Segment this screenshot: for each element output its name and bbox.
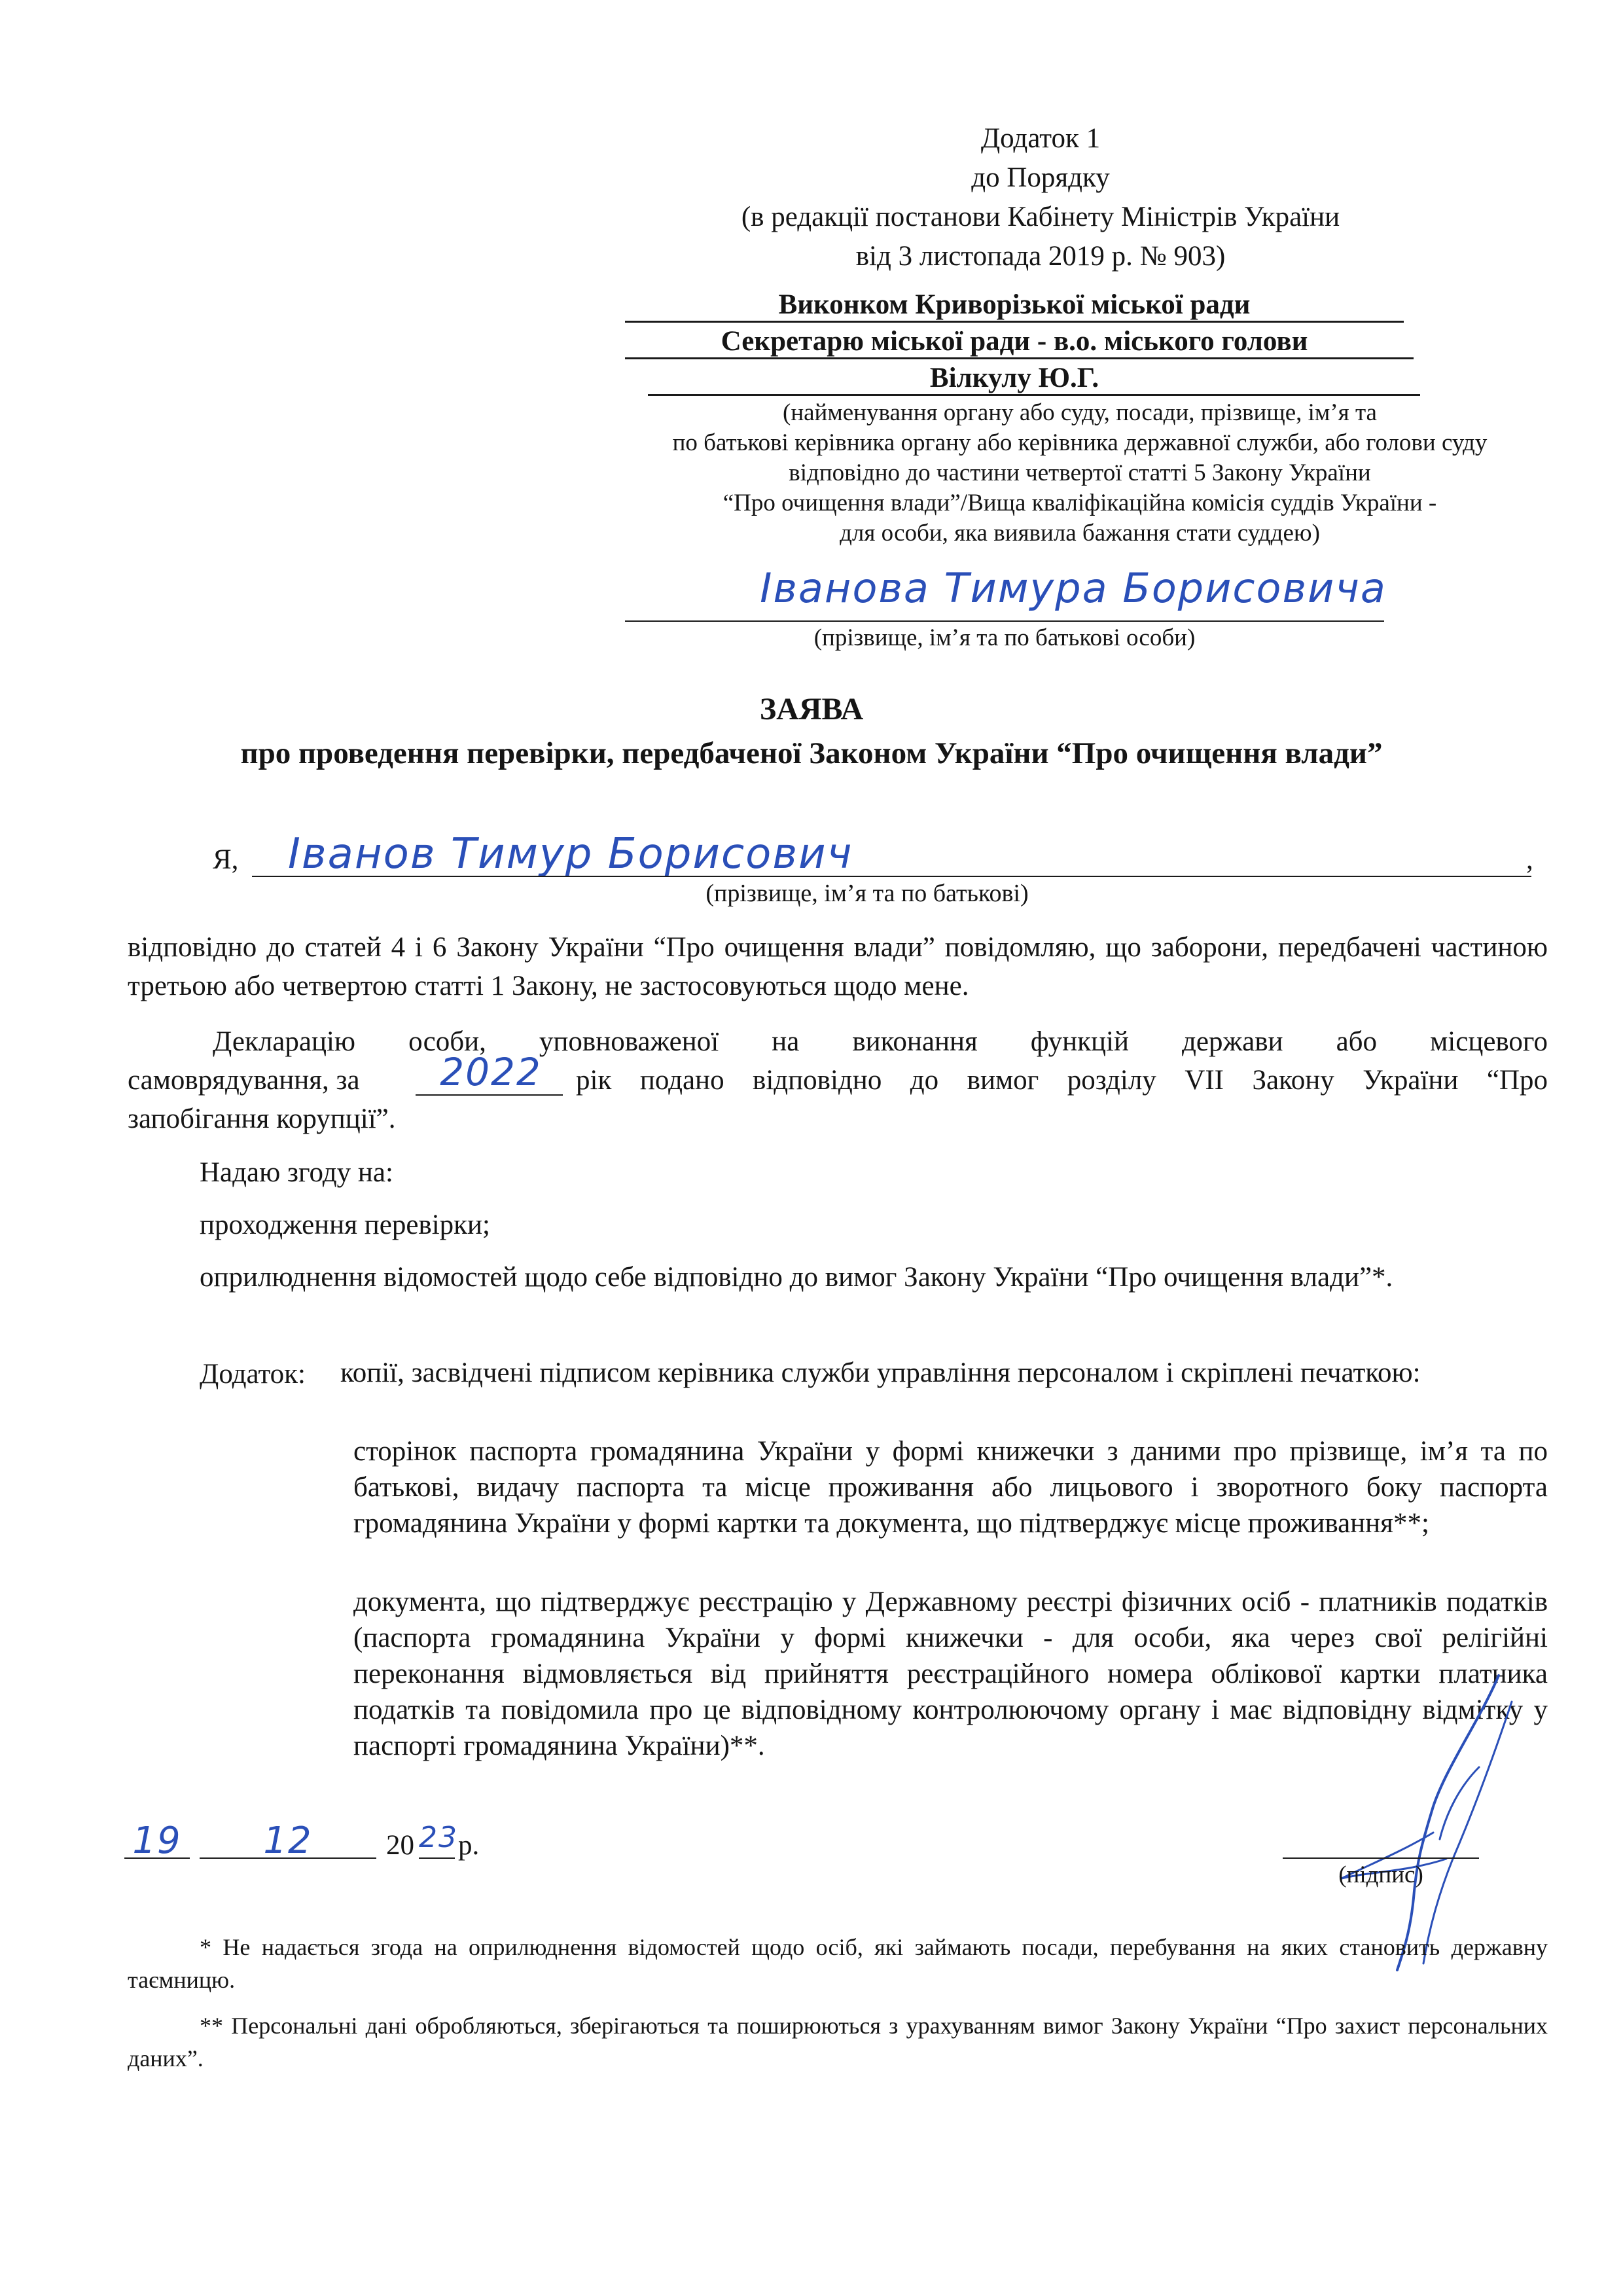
declaration-year-underline bbox=[416, 1094, 563, 1096]
date-year-underline bbox=[419, 1857, 455, 1859]
addressee-caption-1: (найменування органу або суду, посади, прізвище, ім’я та bbox=[783, 399, 1377, 426]
signature-underline bbox=[1283, 1857, 1479, 1859]
paragraph-declaration-part-b: рік подано відповідно до вимог розділу VII Закону України “Про bbox=[576, 1065, 1548, 1096]
document-subtitle: про проведення перевірки, передбаченої Законом України “Про очищення влади” bbox=[240, 736, 1383, 770]
attachment-item-passport: сторінок паспорта громадянина України у формі книжечки з даними про прізвище, ім’я та по батькові, видачу паспорта та місце проживання або лицьового і зворотного боку паспорта громадянина України у формі картки та документа, що підтверджує місце проживання**; bbox=[353, 1436, 1548, 1539]
date-month-handwritten: 12 bbox=[263, 1820, 313, 1862]
consent-intro: Надаю згоду на: bbox=[200, 1157, 393, 1188]
date-year-label: р. bbox=[458, 1830, 480, 1861]
attachment-item-copies: копії, засвідчені підписом керівника служби управління персоналом і скріплені печаткою: bbox=[340, 1357, 1421, 1388]
appendix-date: від 3 листопада 2019 р. № 903) bbox=[855, 241, 1226, 272]
handwritten-signature bbox=[1283, 1662, 1531, 1977]
declarant-underline bbox=[252, 876, 1531, 877]
addressee-caption-3: відповідно до частини четвертої статті 5 Закону України bbox=[789, 459, 1371, 486]
footnote-state-secret: * Не надається згода на оприлюднення відомостей щодо осіб, які займають посади, перебування на яких становить державну таємницю. bbox=[128, 1934, 1548, 1993]
paragraph-declaration-part-a: самоврядування, за bbox=[128, 1065, 360, 1096]
date-day-underline bbox=[124, 1857, 190, 1859]
date-year-handwritten: 23 bbox=[419, 1821, 458, 1854]
declarant-prefix: Я, bbox=[213, 844, 239, 875]
document-title: ЗАЯВА bbox=[759, 692, 864, 726]
paragraph-declaration-line1: Декларацію особи, уповноваженої на виконання функцій держави або місцевого bbox=[213, 1026, 1548, 1057]
appendix-label: Додаток 1 bbox=[980, 123, 1101, 154]
sender-caption: (прізвище, ім’я та по батькові особи) bbox=[813, 624, 1196, 651]
consent-item-publication: оприлюднення відомостей щодо себе відповідно до вимог Закону України “Про очищення влади”*. bbox=[200, 1262, 1393, 1293]
appendix-procedure: до Порядку bbox=[971, 162, 1110, 193]
addressee-caption-5: для особи, яка виявила бажання стати суддею) bbox=[840, 520, 1320, 547]
date-year-prefix: 20 bbox=[386, 1830, 414, 1861]
addressee-caption-2: по батькові керівника органу або керівника державної служби, або голови суду bbox=[672, 429, 1488, 456]
addressee-underline-1 bbox=[625, 321, 1404, 323]
addressee-line1: Виконком Криворізької міської ради bbox=[778, 289, 1251, 320]
date-month-underline bbox=[200, 1857, 376, 1859]
signature-caption: (підпис) bbox=[1338, 1861, 1423, 1888]
addressee-line3: Вілкулу Ю.Г. bbox=[929, 363, 1099, 393]
attachment-label: Додаток: bbox=[200, 1359, 306, 1390]
sender-underline bbox=[625, 620, 1384, 622]
declaration-year-handwritten: 2022 bbox=[440, 1050, 542, 1094]
attachment-item-tax-registration: документа, що підтверджує реєстрацію у Державному реєстрі фізичних осіб - платників податків (паспорта громадянина України у формі книжечки - для особи, яка через свої релігійні переконання відмовляється від прийняття реєстраційного номера облікової картки платника податків та повідомила про це відповідному контролюючому органу і має відповідну відмітку у паспорті громадянина України)**. bbox=[353, 1587, 1548, 1761]
footnote-personal-data: ** Персональні дані обробляються, зберігаються та поширюються з урахуванням вимог Закону України “Про захист персональних даних”. bbox=[128, 2013, 1548, 2072]
addressee-underline-3 bbox=[648, 394, 1420, 396]
paragraph-statement: відповідно до статей 4 і 6 Закону України “Про очищення влади” повідомляю, що заборони, передбачені частиною третьою або четвертою статті 1 Закону, не застосовуються щодо мене. bbox=[128, 932, 1548, 1001]
addressee-underline-2 bbox=[625, 357, 1414, 359]
declarant-handwritten-name: Іванов Тимур Борисович bbox=[288, 830, 853, 878]
addressee-caption-4: “Про очищення влади”/Вища кваліфікаційна комісія суддів України - bbox=[722, 490, 1437, 516]
date-day-handwritten: 19 bbox=[132, 1820, 182, 1862]
addressee-line2: Секретарю міської ради - в.о. міського голови bbox=[721, 326, 1308, 357]
paragraph-declaration-line3: запобігання корупції”. bbox=[128, 1103, 396, 1134]
appendix-edition: (в редакції постанови Кабінету Міністрів України bbox=[741, 202, 1340, 232]
declarant-suffix: , bbox=[1526, 844, 1533, 875]
consent-item-verification: проходження перевірки; bbox=[200, 1210, 491, 1240]
declarant-caption: (прізвище, ім’я та по батькові) bbox=[705, 880, 1029, 907]
sender-handwritten-name: Іванова Тимура Борисовича bbox=[760, 564, 1387, 612]
